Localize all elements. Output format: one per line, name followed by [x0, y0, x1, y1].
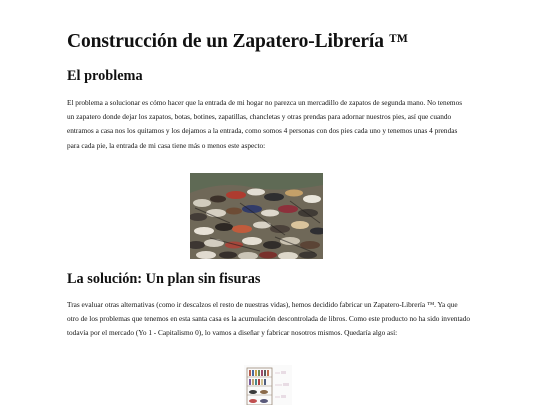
problem-paragraph: El problema a solucionar es cómo hacer que la entrada de mi hogar no parezca un mercadillo de zapatos de segunda mano. No tenemos un zapatero donde dejar los zapatos, botas, botines, zapatillas, chancletas y otras prendas para adornar nuestros pies, así que cuando entramos a casa nos los quitamos y los dejamos a la entrada, como somos 4 personas con dos pies cada uno y tenemos unas 4 prendas para cada pie, la entrada de mi casa tiene más o menos este aspecto:: [67, 98, 463, 150]
solution-heading: La solución: Un plan sin fisuras: [67, 271, 261, 287]
shoe-pile-photo: [190, 173, 323, 259]
shoe-bookcase-sketch: [244, 365, 292, 405]
page-title: Construcción de un Zapatero-Librería ™: [67, 31, 409, 52]
problem-heading: El problema: [67, 68, 143, 84]
solution-paragraph: Tras evaluar otras alternativas (como ir descalzos el resto de nuestras vidas), hemos decidido fabricar un Zapatero-Librería ™. Ya que otro de los problemas que tenemos en esta santa casa es la acumulación descontrolada de libros. Como este producto no ha sido inventado todavía por el mercado (Yo 1 - Capitalismo 0), lo vamos a diseñar y fabricar nosotros mismos. Quedaría algo así:: [67, 300, 471, 338]
